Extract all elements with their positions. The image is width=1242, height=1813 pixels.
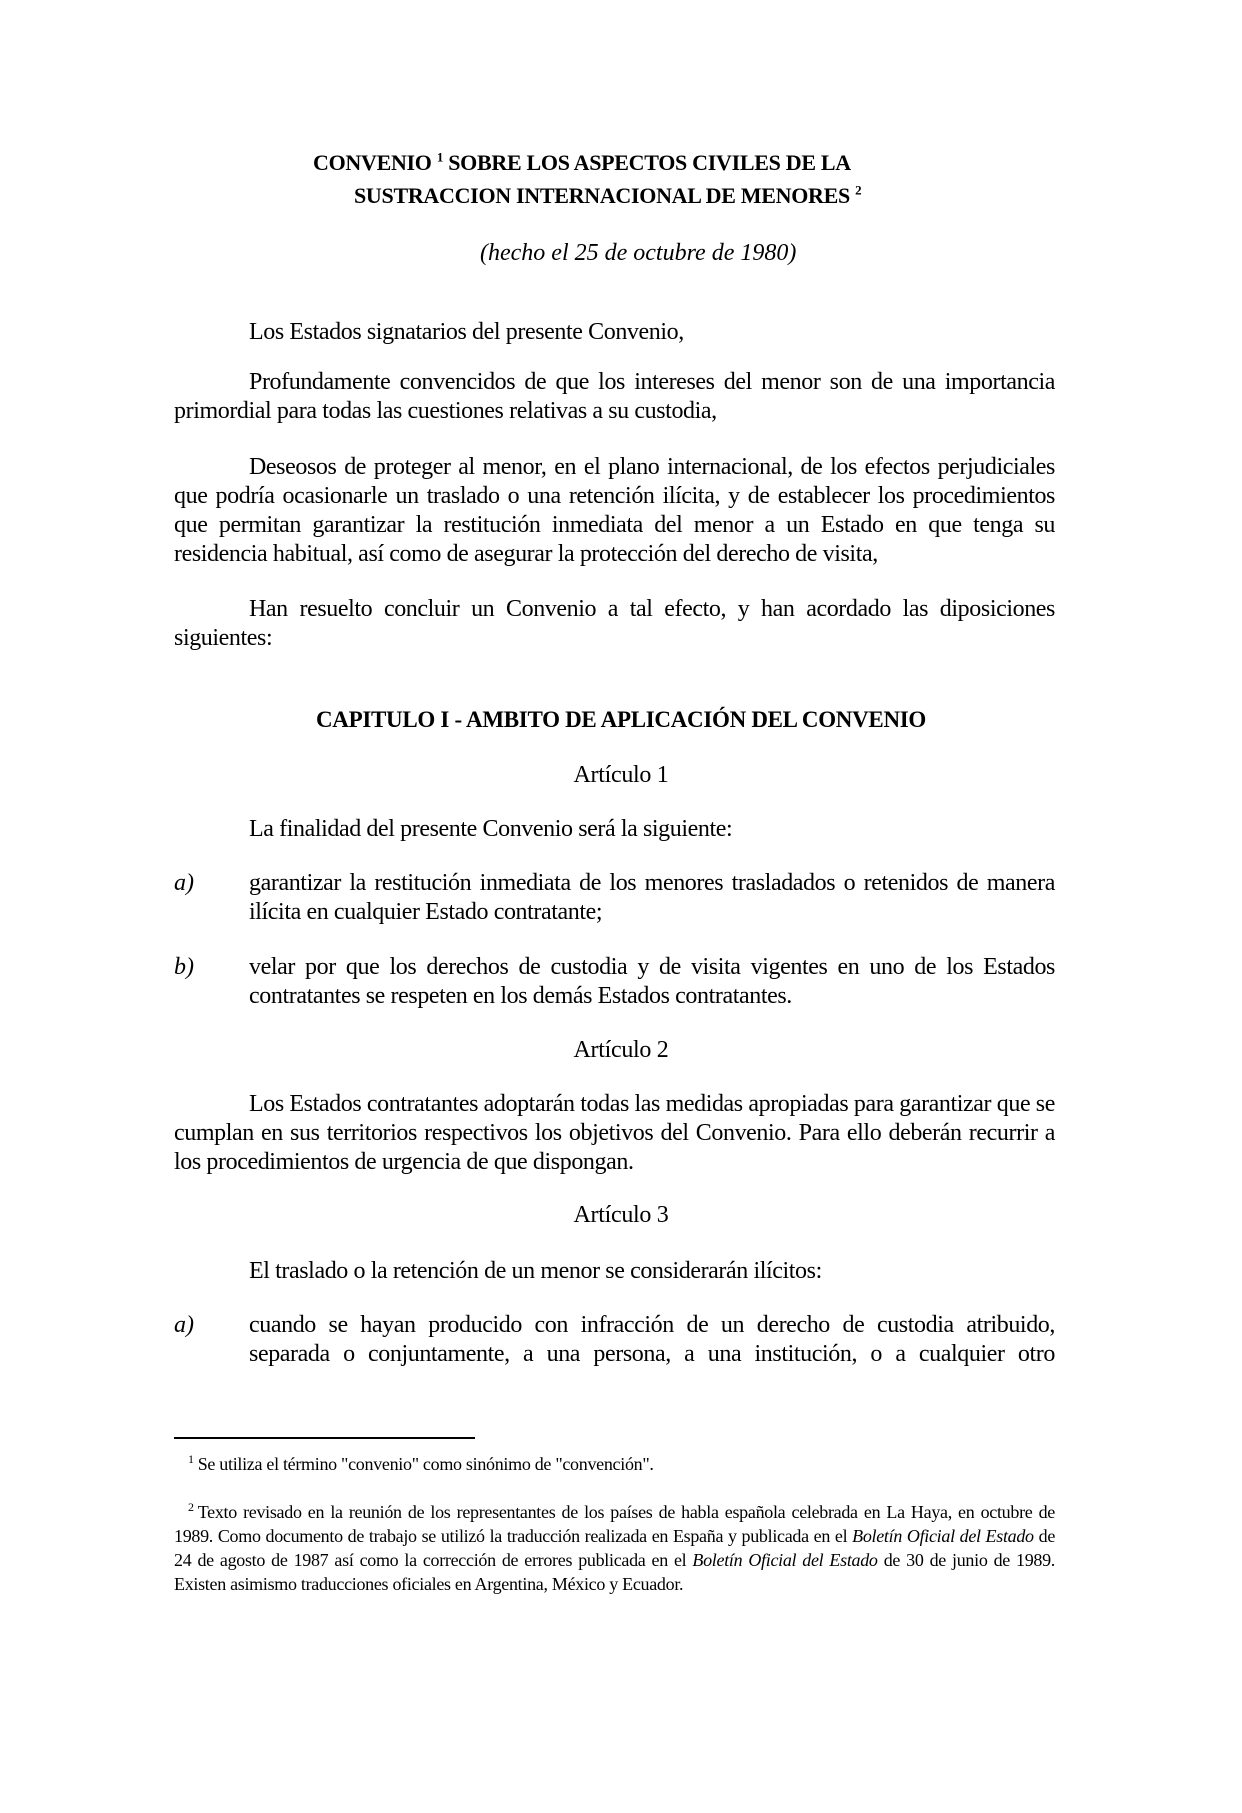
article-3-item-a [174, 1311, 1055, 1369]
footnote-2 [174, 1500, 1055, 1596]
preamble-paragraph-3: Deseosos de proteger al menor, en el plano internacional, de los efectos perjudiciales que podría ocasionarle un traslado o una retención ilícita, y de establecer los procedimientos que permitan garantizar la restitución inmediata del menor a un Estado en que tenga su residencia habitual, así como de asegurar la protección del derecho de visita, [174, 454, 1055, 567]
footnote-italic-a: Boletín Oficial del Estado [852, 1526, 1034, 1546]
article-1-intro: La finalidad del presente Convenio será la siguiente: [249, 816, 733, 842]
document-title-line-1 [313, 150, 851, 176]
footnote-italic-b: Boletín Oficial del Estado [692, 1550, 878, 1570]
article-2-heading: Artículo 2 [573, 1037, 669, 1063]
article-2-text: Los Estados contratantes adoptarán todas las medidas apropiadas para garantizar que se cumplan en sus territorios respectivos los objetivos del Convenio. Para ello deberán recurrir a los procedimientos de urgencia de que dispongan. [174, 1091, 1055, 1175]
footnote-1 [174, 1452, 1055, 1476]
item-text: garantizar la restitución inmediata de los menores trasladados o retenidos de manera ilícita en cualquier Estado contratante; [249, 870, 1055, 925]
article-3-heading: Artículo 3 [573, 1202, 669, 1228]
item-text: velar por que los derechos de custodia y de visita vigentes en uno de los Estados contratantes se respeten en los demás Estados contratantes. [249, 954, 1055, 1009]
title-text-2: SUSTRACCION INTERNACIONAL DE MENORES [354, 183, 850, 208]
footnote-divider [174, 1437, 475, 1439]
footnote-number: 2 [188, 1500, 194, 1514]
title-text-rest: SOBRE LOS ASPECTOS CIVILES DE LA [448, 150, 851, 175]
chapter-heading: CAPITULO I - AMBITO DE APLICACIÓN DEL CONVENIO [315, 707, 927, 732]
item-letter: a) [174, 1312, 194, 1338]
footnote-ref-2[interactable]: 2 [855, 182, 862, 198]
document-subtitle: (hecho el 25 de octubre de 1980) [480, 240, 797, 266]
preamble-paragraph-1: Los Estados signatarios del presente Convenio, [249, 319, 684, 345]
preamble-paragraph-2: Profundamente convencidos de que los intereses del menor son de una importancia primordial para todas las cuestiones relativas a su custodia, [174, 369, 1055, 424]
document-title-line-2 [354, 183, 861, 209]
footnote-text-a: Texto revisado en la reunión de los representantes de los países de habla española celebrada en La Haya, en octubre de 1989. Como documento de trabajo se utilizó la traducción realizada en España y publicada en el [174, 1502, 1055, 1546]
footnote-ref-1[interactable]: 1 [436, 149, 444, 165]
footnote-text: Se utiliza el término "convenio" como sinónimo de "convención". [197, 1454, 654, 1474]
article-1-item-a [174, 869, 1055, 927]
footnote-number: 1 [188, 1452, 194, 1466]
item-text: cuando se hayan producido con infracción de un derecho de custodia atribuido, separada o conjuntamente, a una persona, a una institución, o a cualquier otro [249, 1312, 1055, 1367]
preamble-paragraph-4: Han resuelto concluir un Convenio a tal efecto, y han acordado las diposiciones siguientes: [174, 596, 1055, 651]
article-1-heading: Artículo 1 [573, 762, 669, 788]
article-3-intro: El traslado o la retención de un menor se considerarán ilícitos: [249, 1258, 822, 1284]
footnote-text-c: de 30 de junio de 1989. Existen asimismo traducciones oficiales en Argentina, México y Ecuador. [174, 1550, 1056, 1594]
item-letter: a) [174, 870, 194, 896]
footnote-text-b: de 24 de agosto de 1987 así como la corrección de errores publicada en el [174, 1526, 1056, 1570]
article-1-item-b [174, 953, 1055, 1011]
title-text: CONVENIO [313, 150, 432, 175]
item-letter: b) [174, 954, 194, 980]
